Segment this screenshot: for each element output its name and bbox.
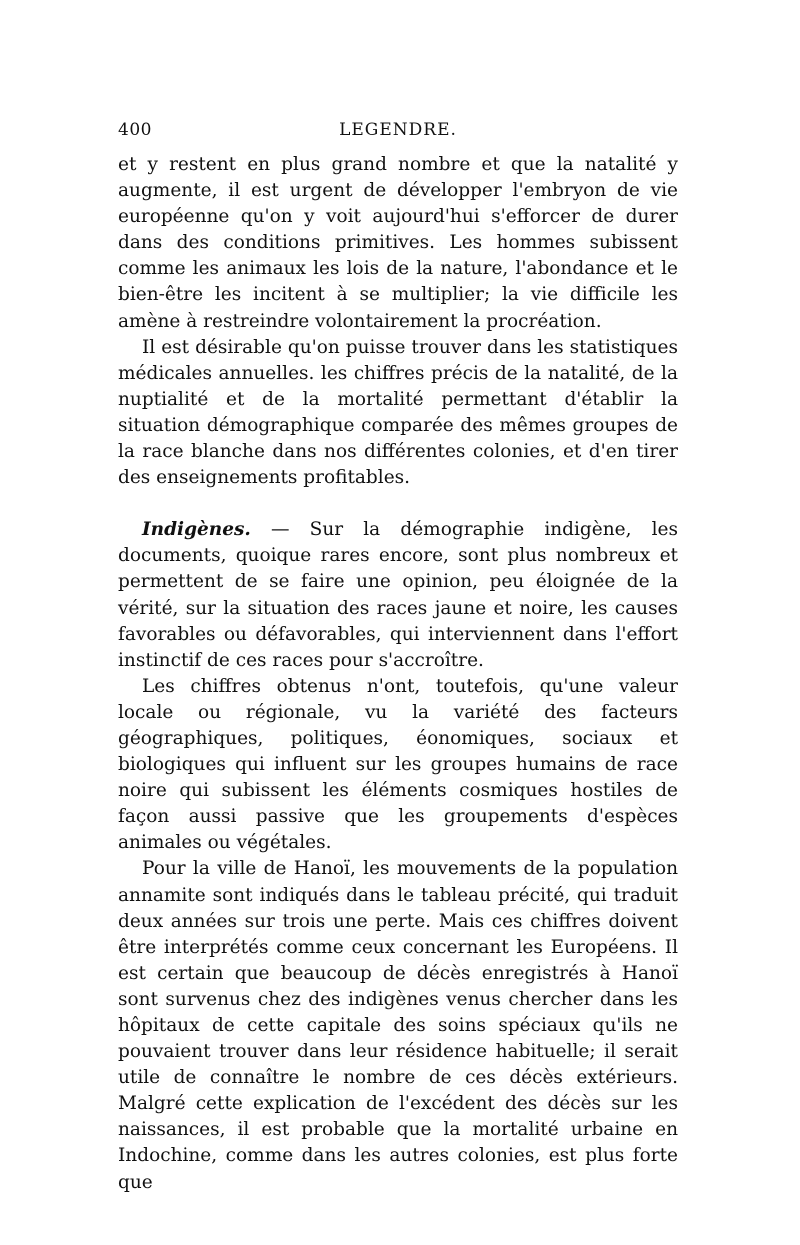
paragraph-statistics: Il est désirable qu'on puisse trouver dans les statistiques médicales annuelles. les chiffres précis de la natalité, de la nuptialité et de la mortalité permettant d'établir la situation démographique comparée des mêmes groupes de la race blanche dans nos différentes colonies, et d'en tirer des enseignements profitables. [118, 336, 678, 489]
body-text [118, 152, 678, 1196]
page-number: 400 [118, 120, 152, 140]
section-indigenes [118, 517, 678, 1195]
paragraph-indigenes-intro [118, 517, 678, 674]
paragraph-regional-values: Les chiffres obtenus n'ont, toutefois, qu'une valeur locale ou régionale, vu la variété des facteurs géographiques, politiques, éonomiques, sociaux et biologiques qui influent sur les groupes humains de race noire qui subissent les éléments cosmiques hostiles de façon aussi passive que les groupements d'espèces animales ou végétales. [118, 675, 678, 854]
running-title: LEGENDRE. [339, 120, 457, 140]
book-page [118, 118, 678, 1196]
running-header [118, 118, 678, 148]
section-heading: Indigènes. [142, 519, 251, 541]
paragraph-indigenes-text: — Sur la démographie indigène, les documents, quoique rares encore, sont plus nombreux et permettent de se faire une opinion, peu éloignée de la vérité, sur la situation des races jaune et noire, les causes favorables ou défavorables, qui interviennent dans l'effort instinctif de ces races pour s'accroître. [118, 519, 678, 671]
paragraph-continued: et y restent en plus grand nombre et que la natalité y augmente, il est urgent de développer l'embryon de vie européenne qu'on y voit aujourd'hui s'efforcer de durer dans des conditions primitives. Les hommes subissent comme les animaux les lois de la nature, l'abondance et le bien-être les incitent à se multiplier; la vie difficile les amène à restreindre volontairement la procréation. [118, 154, 678, 332]
paragraph-hanoi: Pour la ville de Hanoï, les mouvements de la population annamite sont indiqués dans le tableau précité, qui traduit deux années sur trois une perte. Mais ces chiffres doivent être interprétés comme ceux concernant les Européens. Il est certain que beaucoup de décès enregistrés à Hanoï sont survenus chez des indigènes venus chercher dans les hôpitaux de cette capitale des soins spéciaux qu'ils ne pouvaient trouver dans leur résidence habituelle; il serait utile de connaître le nombre de ces décès extérieurs. Malgré cette explication de l'excédent des décès sur les naissances, il est probable que la mortalité urbaine en Indochine, comme dans les autres colonies, est plus forte que [118, 858, 678, 1193]
